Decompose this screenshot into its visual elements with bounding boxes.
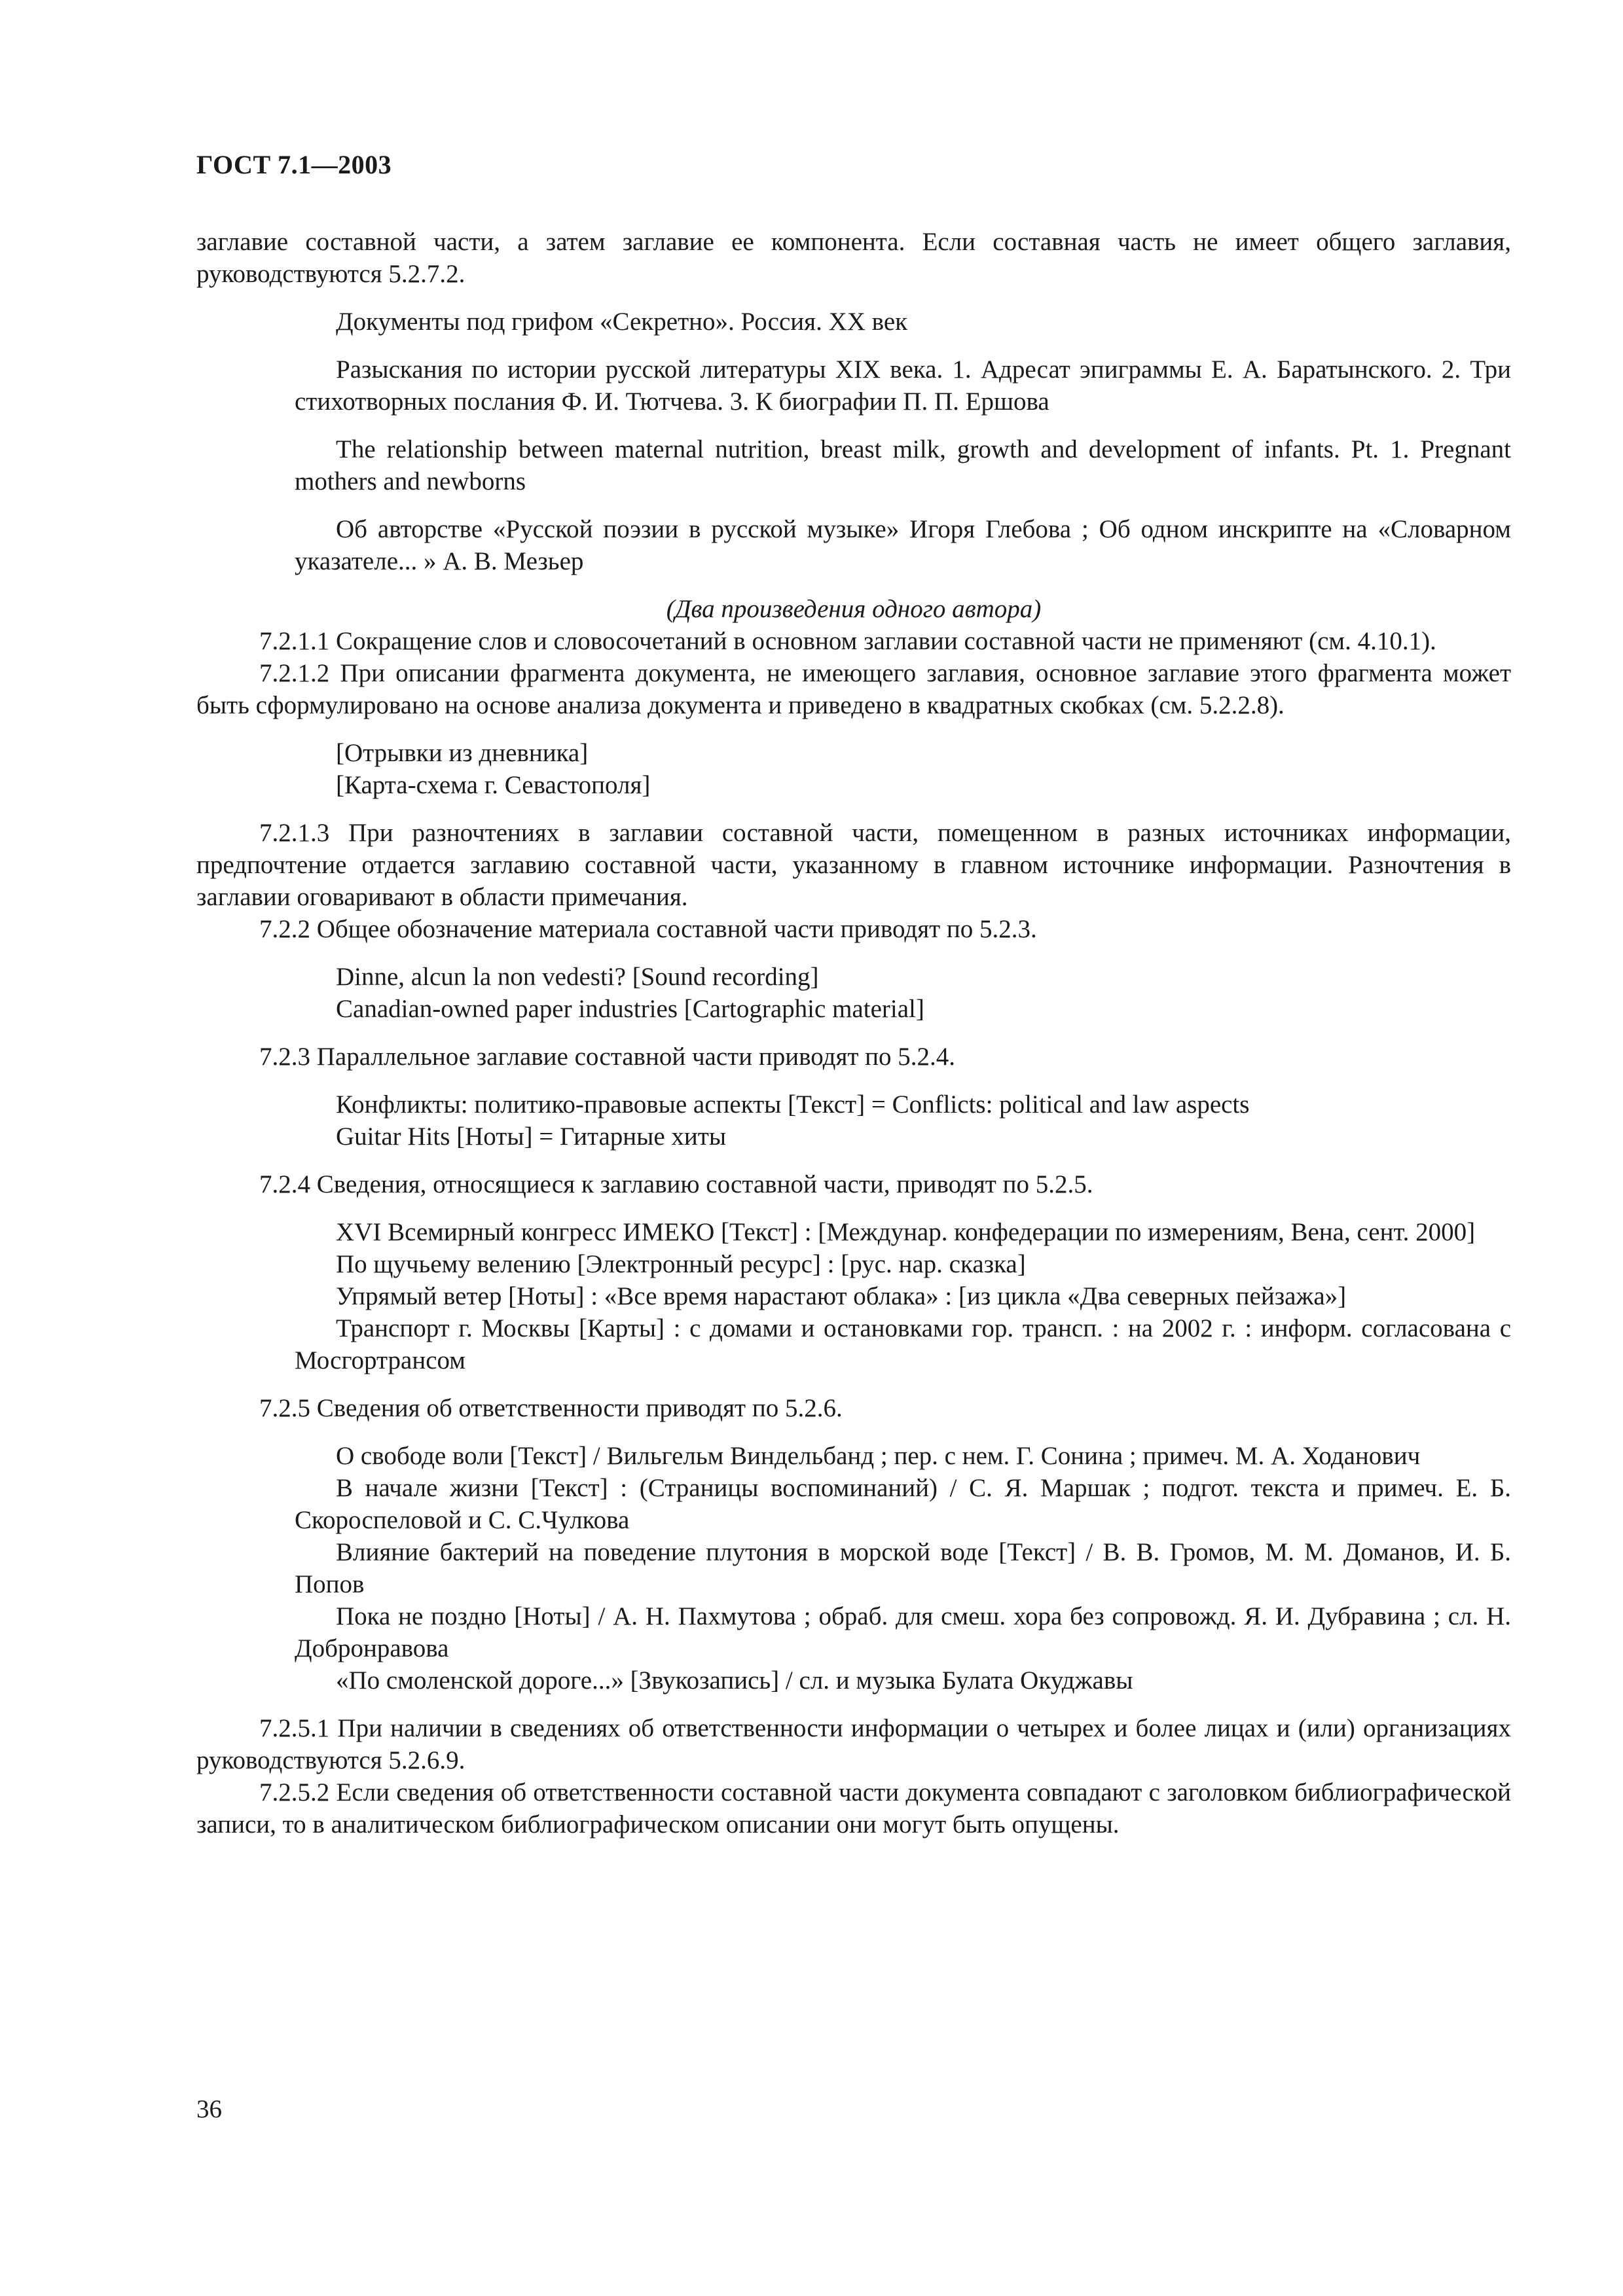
- page-body: [196, 226, 1511, 1840]
- example-line: Документы под грифом «Секретно». Россия. XX век: [336, 308, 908, 336]
- clause-7-2-5-1: 7.2.5.1 При наличии в сведениях об ответственности информации о четырех и более лицах и (или) организациях руководствуются 5.2.6.9.: [196, 1714, 1511, 1774]
- example-line: Canadian-owned paper industries [Cartographic material]: [336, 995, 924, 1023]
- paragraph-intro: заглавие составной части, а затем заглавие ее компонента. Если составная часть не имеет общего заглавия, руководствуются 5.2.7.2.: [196, 228, 1511, 288]
- example-line: XVI Всемирный конгресс ИМЕКО [Текст] : [Междунар. конфедерации по измерениям, Вена, сент. 2000]: [336, 1218, 1476, 1246]
- clause-7-2-3: 7.2.3 Параллельное заглавие составной части приводят по 5.2.4.: [259, 1043, 956, 1071]
- example-line: Конфликты: политико-правовые аспекты [Текст] = Conflicts: political and law aspects: [336, 1090, 1250, 1119]
- example-line: Dinne, alcun la non vedesti? [Sound recording]: [336, 963, 819, 991]
- example-line: The relationship between maternal nutrition, breast milk, growth and development of infants. Pt. 1. Pregnant mothers and newborns: [295, 435, 1511, 495]
- clause-7-2-1-1: 7.2.1.1 Сокращение слов и словосочетаний в основном заглавии составной части не применяют (см. 4.10.1).: [259, 627, 1436, 655]
- example-line: Влияние бактерий на поведение плутония в морской воде [Текст] / В. В. Громов, М. М. Доманов, И. Б. Попов: [295, 1538, 1511, 1598]
- example-caption: (Два произведения одного автора): [666, 595, 1042, 623]
- example-line: «По смоленской дороге...» [Звукозапись] / сл. и музыка Булата Окуджавы: [336, 1666, 1133, 1695]
- clause-7-2-4: 7.2.4 Сведения, относящиеся к заглавию составной части, приводят по 5.2.5.: [259, 1170, 1093, 1198]
- example-line: Пока не поздно [Ноты] / А. Н. Пахмутова ; обраб. для смеш. хора без сопровожд. Я. И. Дубравина ; сл. Н. Добронравова: [295, 1602, 1511, 1662]
- clause-7-2-1-3: 7.2.1.3 При разночтениях в заглавии составной части, помещенном в разных источниках информации, предпочтение отдается заглавию составной части, указанному в главном источнике информации. Разночтения в заглавии оговаривают в области примечания.: [196, 819, 1511, 911]
- example-line: [Карта-схема г. Севастополя]: [336, 771, 651, 799]
- page-number: 36: [196, 2095, 222, 2123]
- clause-7-2-5: 7.2.5 Сведения об ответственности приводят по 5.2.6.: [259, 1394, 843, 1422]
- example-line: Разыскания по истории русской литературы XIX века. 1. Адресат эпиграммы Е. А. Баратынского. 2. Три стихотворных послания Ф. И. Тютчева. 3. К биографии П. П. Ершова: [295, 355, 1511, 416]
- example-line: В начале жизни [Текст] : (Страницы воспоминаний) / С. Я. Маршак ; подгот. текста и примеч. Е. Б. Скороспеловой и С. С.Чулкова: [295, 1474, 1511, 1534]
- example-line: О свободе воли [Текст] / Вильгельм Виндельбанд ; пер. с нем. Г. Сонина ; примеч. М. А. Ходанович: [336, 1442, 1421, 1470]
- clause-7-2-1-2: 7.2.1.2 При описании фрагмента документа, не имеющего заглавия, основное заглавие этого фрагмента может быть сформулировано на основе анализа документа и приведено в квадратных скобках (см. 5.2.2.8).: [196, 659, 1511, 719]
- example-line: Guitar Hits [Ноты] = Гитарные хиты: [336, 1122, 727, 1151]
- page-header-standard-code: ГОСТ 7.1—2003: [196, 150, 392, 179]
- example-line: Транспорт г. Москвы [Карты] : с домами и остановками гор. трансп. : на 2002 г. : информ. согласована с Мосгортрансом: [295, 1314, 1511, 1374]
- example-line: Об авторстве «Русской поэзии в русской музыке» Игоря Глебова ; Об одном инскрипте на «Словарном указателе... » А. В. Мезьер: [295, 515, 1511, 575]
- example-line: Упрямый ветер [Ноты] : «Все время нарастают облака» : [из цикла «Два северных пейзажа»]: [336, 1282, 1347, 1310]
- example-line: [Отрывки из дневника]: [336, 739, 589, 767]
- clause-7-2-2: 7.2.2 Общее обозначение материала составной части приводят по 5.2.3.: [259, 915, 1037, 943]
- example-line: По щучьему велению [Электронный ресурс] : [рус. нар. сказка]: [336, 1250, 1026, 1278]
- clause-7-2-5-2: 7.2.5.2 Если сведения об ответственности составной части документа совпадают с заголовком библиографической записи, то в аналитическом библиографическом описании они могут быть опущены.: [196, 1778, 1511, 1839]
